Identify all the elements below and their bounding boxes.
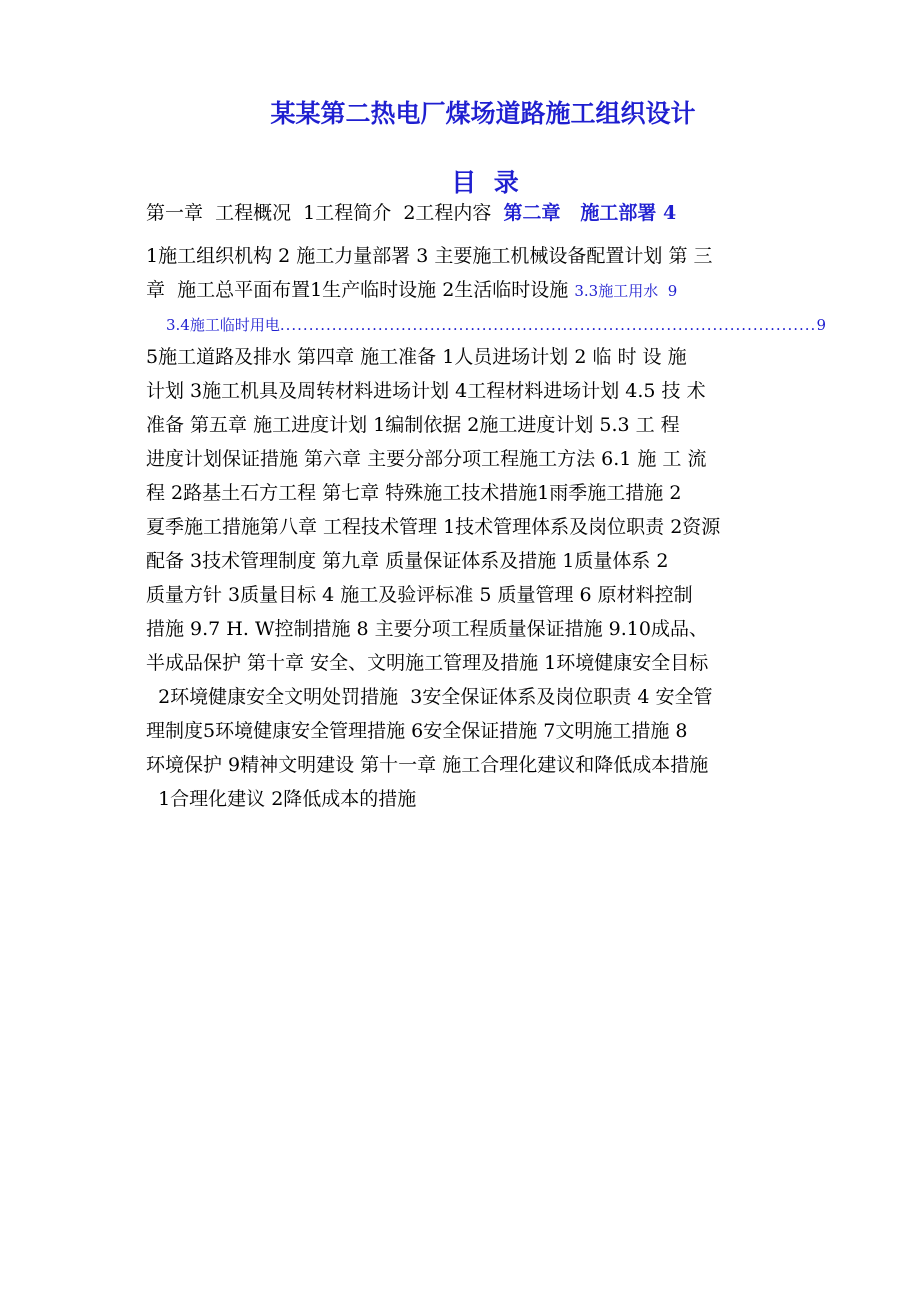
toc-line-1 [146,201,836,225]
toc-entry-3-4-link[interactable] [166,314,826,336]
toc-entry-3-4-label: 3.4施工临时用电 [166,316,280,334]
toc-chapter-2-entry[interactable]: 第二章 施工部署 4 [503,202,677,224]
toc-line-18: 1合理化建议 2降低成本的措施 [146,788,417,810]
toc-line-8: 进度计划保证措施 第六章 主要分部分项工程施工方法 6.1 施 工 流 [146,448,707,470]
toc-line-17: 环境保护 9精神文明建设 第十一章 施工合理化建议和降低成本措施 [146,754,709,776]
toc-line-16: 理制度5环境健康安全管理措施 6安全保证措施 7文明施工措施 8 [146,720,688,742]
toc-entry-3-4-page: 9 [816,316,826,334]
leader-dots [280,314,817,336]
toc-line-1-text: 第一章 工程概况 1工程简介 2工程内容 [146,202,504,224]
toc-line-6: 计划 3施工机具及周转材料进场计划 4工程材料进场计划 4.5 技 术 [146,380,706,402]
toc-line-5: 5施工道路及排水 第四章 施工准备 1人员进场计划 2 临 时 设 施 [146,346,687,368]
document-title: 某某第二热电厂煤场道路施工组织设计 [270,99,696,128]
toc-line-2: 1施工组织机构 2 施工力量部署 3 主要施工机械设备配置计划 第 三 [146,245,713,267]
toc-heading: 目 录 [451,168,519,197]
toc-entry-3-3-link[interactable]: 3.3施工用水 9 [574,282,678,300]
toc-line-3 [146,278,836,303]
toc-line-15: 2环境健康安全文明处罚措施 3安全保证体系及岗位职责 4 安全管 [146,686,713,708]
toc-line-11: 配备 3技术管理制度 第九章 质量保证体系及措施 1质量体系 2 [146,550,669,572]
toc-line-9: 程 2路基土石方工程 第七章 特殊施工技术措施1雨季施工措施 2 [146,482,682,504]
toc-line-10: 夏季施工措施第八章 工程技术管理 1技术管理体系及岗位职责 2资源 [146,516,721,538]
toc-line-13: 措施 9.7 H. W控制措施 8 主要分项工程质量保证措施 9.10成品、 [146,618,708,640]
toc-line-7: 准备 第五章 施工进度计划 1编制依据 2施工进度计划 5.3 工 程 [146,414,680,436]
toc-line-12: 质量方针 3质量目标 4 施工及验评标准 5 质量管理 6 原材料控制 [146,584,693,606]
toc-line-3-text: 章 施工总平面布置1生产临时设施 2生活临时设施 [146,279,575,301]
toc-line-14: 半成品保护 第十章 安全、文明施工管理及措施 1环境健康安全目标 [146,652,709,674]
